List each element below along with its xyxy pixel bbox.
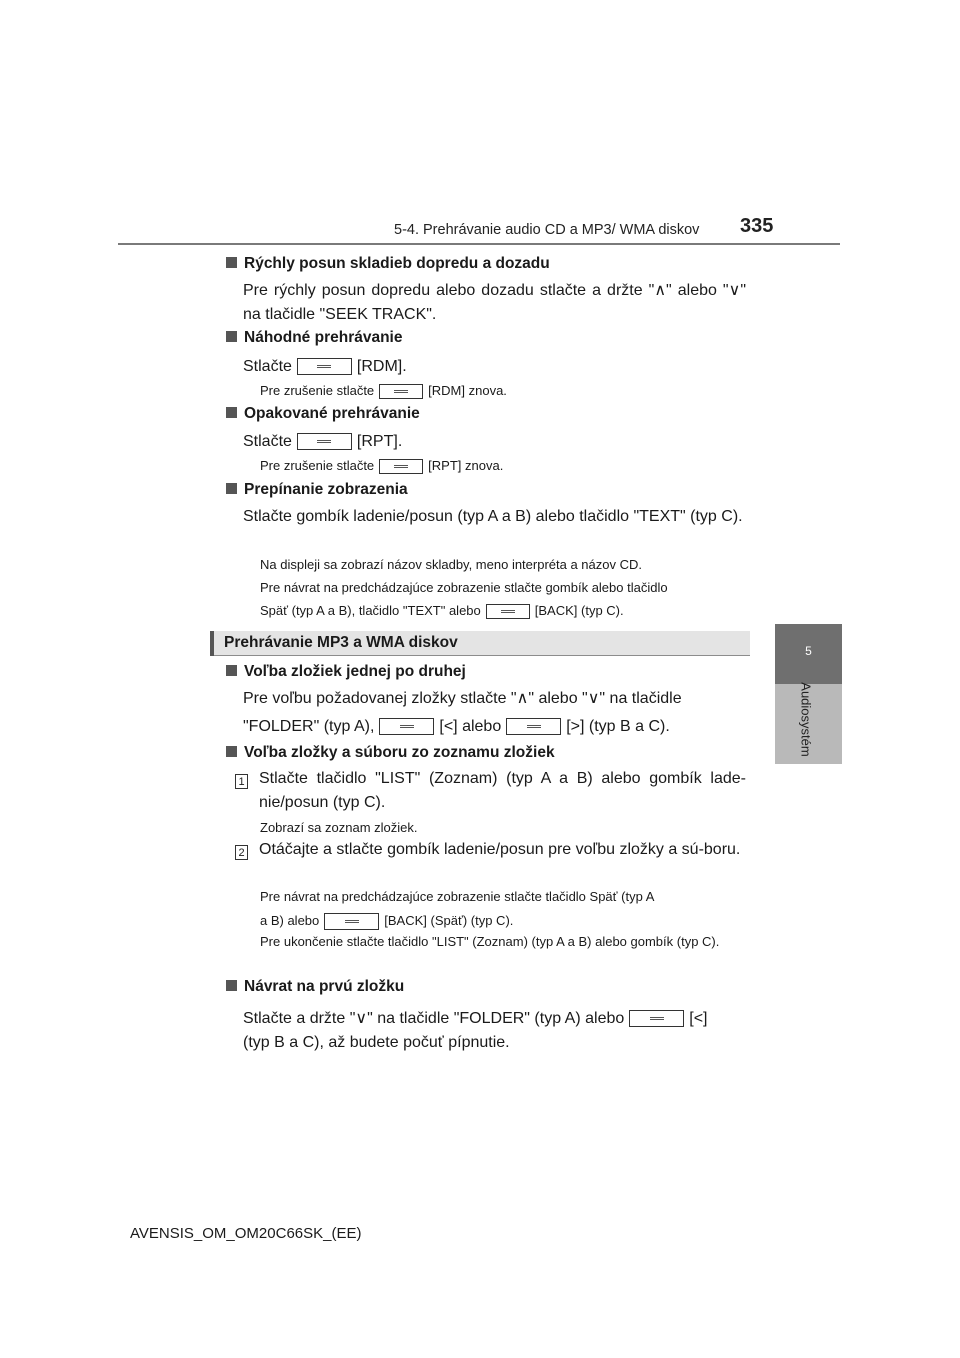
side-tab-label: Audiosystém [798,682,814,757]
paragraph-first-folder-1: Stlačte a držte "∨" na tlačidle "FOLDER" (typ A) alebo [<] [243,1010,708,1027]
bullet-square-icon [226,980,237,991]
page-number: 335 [740,215,774,237]
heading-fast-seek: Rýchly posun skladieb dopredu a dozadu [226,255,550,273]
note-random: Pre zrušenie stlačte [RDM] znova. [260,383,507,398]
bullet-square-icon [226,665,237,676]
preset-button-icon [297,358,352,375]
note-display-1: Na displeji sa zobrazí názov skladby, meno interpréta a názov CD. [260,557,643,572]
step-2-text: Otáčajte a stlačte gombík ladenie/posun pre voľbu zložky a sú-boru. [259,841,741,858]
heading-random: Náhodné prehrávanie [226,329,403,347]
preset-button-icon [506,718,561,735]
heading-repeat: Opakované prehrávanie [226,405,420,423]
note-repeat: Pre zrušenie stlačte [RPT] znova. [260,458,504,473]
preset-button-icon [629,1010,684,1027]
header-divider [118,243,840,245]
step-2-note-3: Pre ukončenie stlačte tlačidlo "LIST" (Zoznam) (typ A a B) alebo gombík (typ C). [260,934,720,949]
step-1-text: Stlačte tlačidlo "LIST" (Zoznam) (typ A a B) alebo gombík lade-nie/posun (typ C). [259,770,746,811]
paragraph-folder-select-2: "FOLDER" (typ A), [<] alebo [>] (typ B a C). [243,718,670,735]
heading-display: Prepínanie zobrazenia [226,481,408,499]
note-display-2: Pre návrat na predchádzajúce zobrazenie stlačte gombík alebo tlačidlo [260,580,668,595]
heading-first-folder: Návrat na prvú zložku [226,978,404,996]
paragraph-folder-select-1: Pre voľbu požadovanej zložky stlačte "∧" alebo "∨" na tlačidle [243,690,682,707]
preset-button-icon [379,384,423,399]
bullet-square-icon [226,483,237,494]
preset-button-icon [486,604,530,619]
document-code: AVENSIS_OM_OM20C66SK_(EE) [130,1225,362,1242]
preset-button-icon [379,459,423,474]
bullet-square-icon [226,331,237,342]
preset-button-icon [297,433,352,450]
paragraph-random: Stlačte [RDM]. [243,358,407,375]
bullet-square-icon [226,746,237,757]
heading-folder-list: Voľba zložky a súboru zo zoznamu zložiek [226,744,555,762]
paragraph-repeat: Stlačte [RPT]. [243,433,403,450]
bullet-square-icon [226,407,237,418]
step-1-note: Zobrazí sa zoznam zložiek. [260,820,418,835]
paragraph-display: Stlačte gombík ladenie/posun (typ A a B) alebo tlačidlo "TEXT" (typ C). [243,508,743,525]
paragraph-first-folder-2: (typ B a C), až budete počuť pípnutie. [243,1034,510,1051]
step-1-number: 1 [235,772,248,790]
preset-button-icon [324,913,379,930]
chapter-title: 5-4. Prehrávanie audio CD a MP3/ WMA diskov [394,222,700,238]
paragraph-fast-seek: Pre rýchly posun dopredu alebo dozadu stlačte a držte "∧" alebo "∨" na tlačidle "SEEK TRACK". [243,282,746,323]
preset-button-icon [379,718,434,735]
side-tab-number: 5 [805,644,812,658]
section-title: Prehrávanie MP3 a WMA diskov [224,634,458,651]
step-2-note-2: a B) alebo [BACK] (Späť) (typ C). [260,910,746,932]
note-display-3: Späť (typ A a B), tlačidlo "TEXT" alebo [BACK] (typ C). [260,603,624,618]
step-2-number: 2 [235,843,248,861]
step-2-note-1: Pre návrat na predchádzajúce zobrazenie stlačte tlačidlo Späť (typ A [260,889,655,904]
heading-folder-select: Voľba zložiek jednej po druhej [226,663,466,681]
bullet-square-icon [226,257,237,268]
